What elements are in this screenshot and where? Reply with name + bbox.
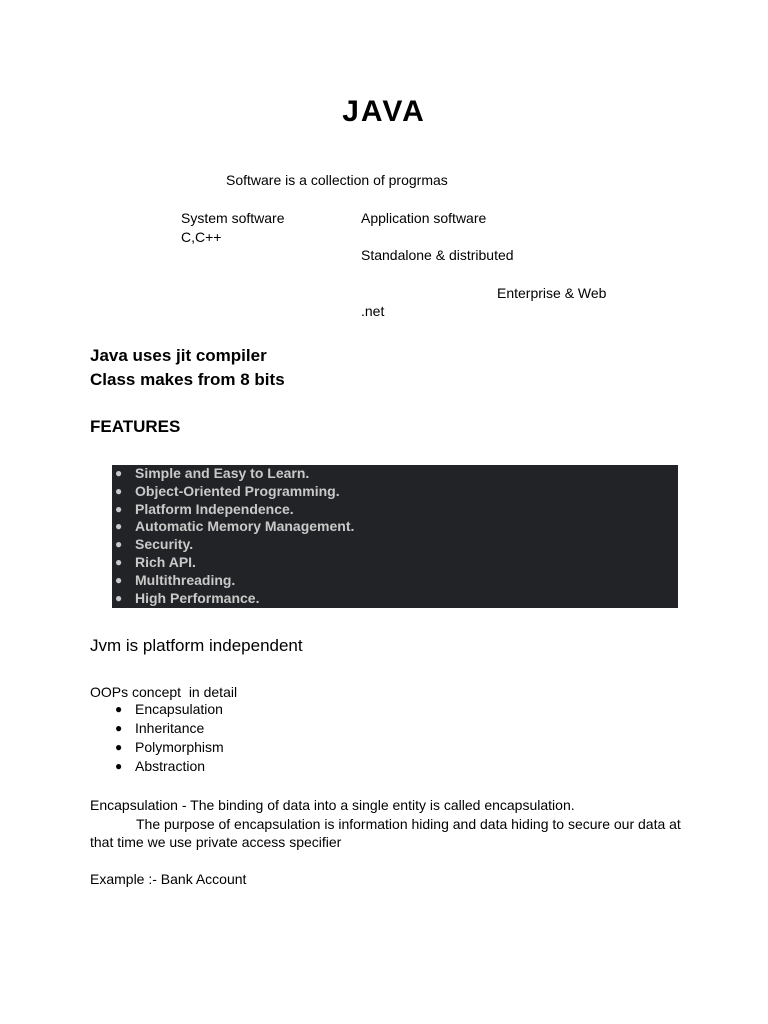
oops-item xyxy=(112,757,224,776)
enterprise-web-label: Enterprise & Web xyxy=(497,285,607,301)
system-software-examples: C,C++ xyxy=(181,229,222,245)
feature-item-label: Automatic Memory Management. xyxy=(135,518,355,535)
standalone-distributed-label: Standalone & distributed xyxy=(361,247,514,263)
feature-item-label: Security. xyxy=(135,536,194,553)
oops-item xyxy=(112,738,224,757)
feature-item xyxy=(112,536,678,554)
bullet-icon: ● xyxy=(115,466,123,480)
bullet-icon: ● xyxy=(115,759,123,773)
features-heading: FEATURES xyxy=(90,417,181,436)
features-list xyxy=(112,465,678,607)
oops-item-label: Abstraction xyxy=(135,758,206,774)
bullet-icon: ● xyxy=(115,501,123,516)
oops-heading: OOPs concept in detail xyxy=(90,684,238,700)
feature-item xyxy=(112,501,678,519)
feature-item xyxy=(112,483,678,501)
jvm-note: Jvm is platform independent xyxy=(90,636,303,655)
feature-item xyxy=(112,518,678,536)
feature-item-label: Multithreading. xyxy=(135,571,236,588)
encapsulation-purpose-line2: that time we use private access specifier xyxy=(90,834,342,850)
feature-item-label: Rich API. xyxy=(135,553,196,570)
system-software-label: System software xyxy=(181,210,285,226)
dotnet-label: .net xyxy=(361,303,385,319)
feature-item-label: Object-Oriented Programming. xyxy=(135,482,340,499)
encapsulation-definition: Encapsulation - The binding of data into a single entity is called encapsulation. xyxy=(90,797,575,813)
oops-list xyxy=(112,700,224,776)
application-software-label: Application software xyxy=(361,210,487,226)
bullet-icon: ● xyxy=(115,702,123,716)
feature-item xyxy=(112,572,678,590)
bullet-icon: ● xyxy=(115,519,123,534)
oops-item-label: Encapsulation xyxy=(135,701,223,717)
feature-item-label: Platform Independence. xyxy=(135,500,294,517)
feature-item xyxy=(112,465,678,483)
oops-item-label: Polymorphism xyxy=(135,739,224,755)
encapsulation-example: Example :- Bank Account xyxy=(90,871,247,887)
bullet-icon: ● xyxy=(115,572,123,587)
bullet-icon: ● xyxy=(115,740,123,754)
jit-note: Java uses jit compiler xyxy=(90,346,267,365)
feature-item xyxy=(112,554,678,572)
encapsulation-purpose-line1: The purpose of encapsulation is information hiding and data hiding to secure our data at xyxy=(136,816,681,832)
features-list-block xyxy=(112,465,678,608)
bullet-icon: ● xyxy=(115,537,123,552)
page-title: JAVA xyxy=(342,95,426,128)
bullet-icon: ● xyxy=(115,721,123,735)
oops-item xyxy=(112,719,224,738)
oops-item-label: Inheritance xyxy=(135,720,205,736)
feature-item-label: High Performance. xyxy=(135,589,260,606)
feature-item xyxy=(112,590,678,608)
intro-text: Software is a collection of progrmas xyxy=(226,172,448,188)
bullet-icon: ● xyxy=(115,590,123,605)
oops-item xyxy=(112,700,224,719)
bullet-icon: ● xyxy=(115,483,123,498)
feature-item-label: Simple and Easy to Learn. xyxy=(135,465,310,481)
bullet-icon: ● xyxy=(115,554,123,569)
class-bits-note: Class makes from 8 bits xyxy=(90,370,285,389)
